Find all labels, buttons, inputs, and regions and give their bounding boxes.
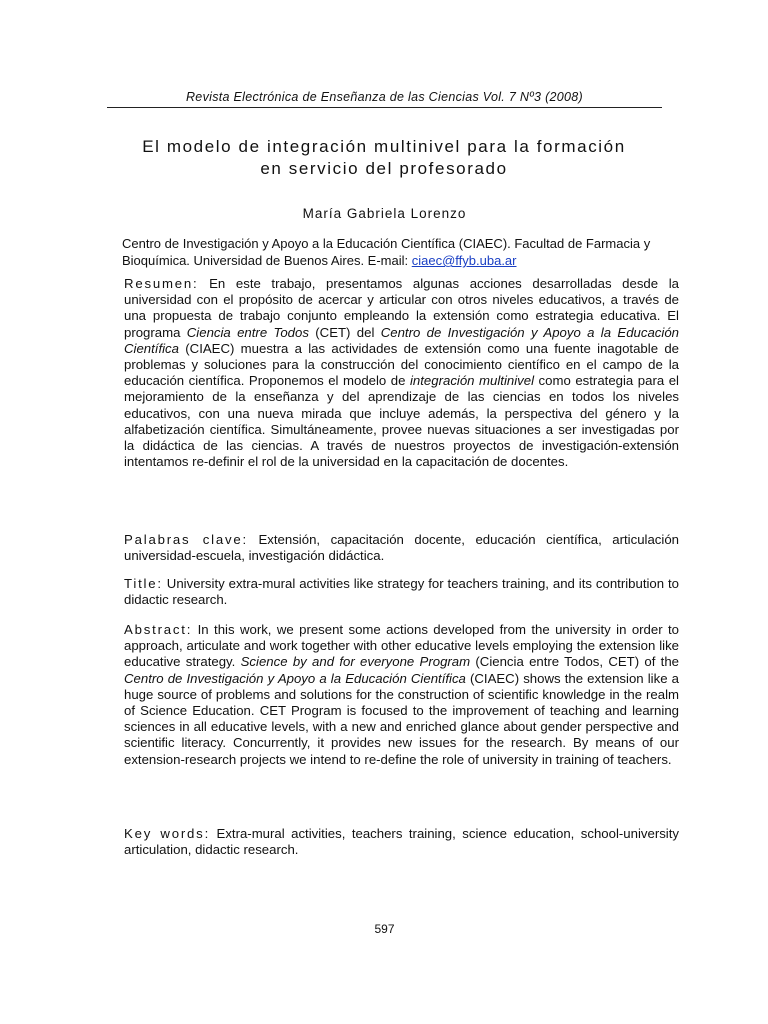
author-affiliation	[107, 235, 662, 269]
resumen-label: Resumen:	[124, 276, 199, 291]
abstract-label: Abstract:	[124, 622, 193, 637]
keywords-text: Extra-mural activities, teachers training, science education, school-university articulation, didactic research.	[124, 826, 679, 858]
keywords-paragraph	[107, 826, 679, 858]
resumen-text-3: (CIAEC) muestra a las actividades de extensión como una fuente inagotable de problemas y soluciones para la construcción del conocimiento científico en el campo de la educación científica. Proponemos el modelo de	[124, 340, 679, 389]
title-en-text: University extra-mural activities like strategy for teachers training, and its contribution to didactic research.	[124, 576, 679, 608]
title-line-1: El modelo de integración multinivel para la formación	[142, 137, 626, 156]
abstract-italic-1: Science by and for everyone Program	[240, 654, 471, 670]
affiliation-body: Centro de Investigación y Apoyo a la Educación Científica (CIAEC). Facultad de Farmacia y Bioquímica. Universidad de Buenos Aires. E-mail:	[122, 236, 651, 268]
palabras-clave-text: Extensión, capacitación docente, educación científica, articulación universidad-escuela, investigación didáctica.	[124, 532, 679, 564]
resumen-paragraph	[107, 276, 679, 470]
resumen-italic-2: Centro de Investigación y Apoyo a la Educación Científica	[124, 324, 679, 356]
title-line-2: en servicio del profesorado	[260, 159, 508, 178]
keywords-label: Key words:	[124, 826, 211, 841]
resumen-text-2: (CET) del	[308, 324, 381, 340]
abstract-text-2: (Ciencia entre Todos, CET) of the	[470, 654, 679, 670]
palabras-clave-label: Palabras clave:	[124, 532, 248, 547]
title-en-paragraph	[107, 576, 679, 608]
abstract-paragraph	[107, 622, 679, 768]
author-name: María Gabriela Lorenzo	[302, 206, 467, 221]
resumen-italic-1: Ciencia entre Todos	[186, 324, 309, 340]
title-en-label: Title:	[124, 576, 163, 591]
journal-header: Revista Electrónica de Enseñanza de las Ciencias Vol. 7 Nº3 (2008)	[185, 90, 584, 104]
affiliation-text	[107, 235, 662, 269]
abstract-italic-2: Centro de Investigación y Apoyo a la Educación Científica	[124, 670, 466, 686]
page-number: 597	[374, 922, 395, 936]
resumen-italic-3: integración multinivel	[410, 373, 535, 389]
abstract-text-3: (CIAEC) shows the extension like a huge source of problems and solutions for the construction of scientific knowledge in the realm of Science Education. CET Program is focused to the improvement of teaching and learning sciences in all educative levels, with a new and enriched glance about gender perspective and scientific literacy. Concurrently, it provides new issues for the research. By means of our extension-research projects we intend to re-define the role of university in training of teachers.	[124, 670, 679, 767]
email-link[interactable]: ciaec@ffyb.uba.ar	[411, 253, 517, 268]
header-rule	[107, 107, 662, 108]
abstract-text-1: In this work, we present some actions developed from the university in order to approach, articulate and work together with other educative levels employing the extension like educative strategy.	[124, 622, 679, 670]
resumen-text-1: En este trabajo, presentamos algunas acciones desarrolladas desde la universidad con el propósito de acercar y articular con otros niveles educativos, a través de una propuesta de trabajo conjunto empleando la extensión como estrategia educativa. El programa	[124, 276, 679, 340]
paper-title	[100, 136, 668, 180]
resumen-text-4: como estrategia para el mejoramiento de la enseñanza y del aprendizaje de las ciencias en todos los niveles educativos, con una nueva mirada que incluye además, la perspectiva del género y la alfabetización científica. Simultáneamente, provee nuevas situaciones a ser investigadas por la didáctica de las ciencias. A través de nuestros proyectos de investigación-extensión intentamos re-definir el rol de la universidad en la capacitación de docentes.	[124, 373, 679, 470]
palabras-clave-paragraph	[107, 532, 679, 564]
